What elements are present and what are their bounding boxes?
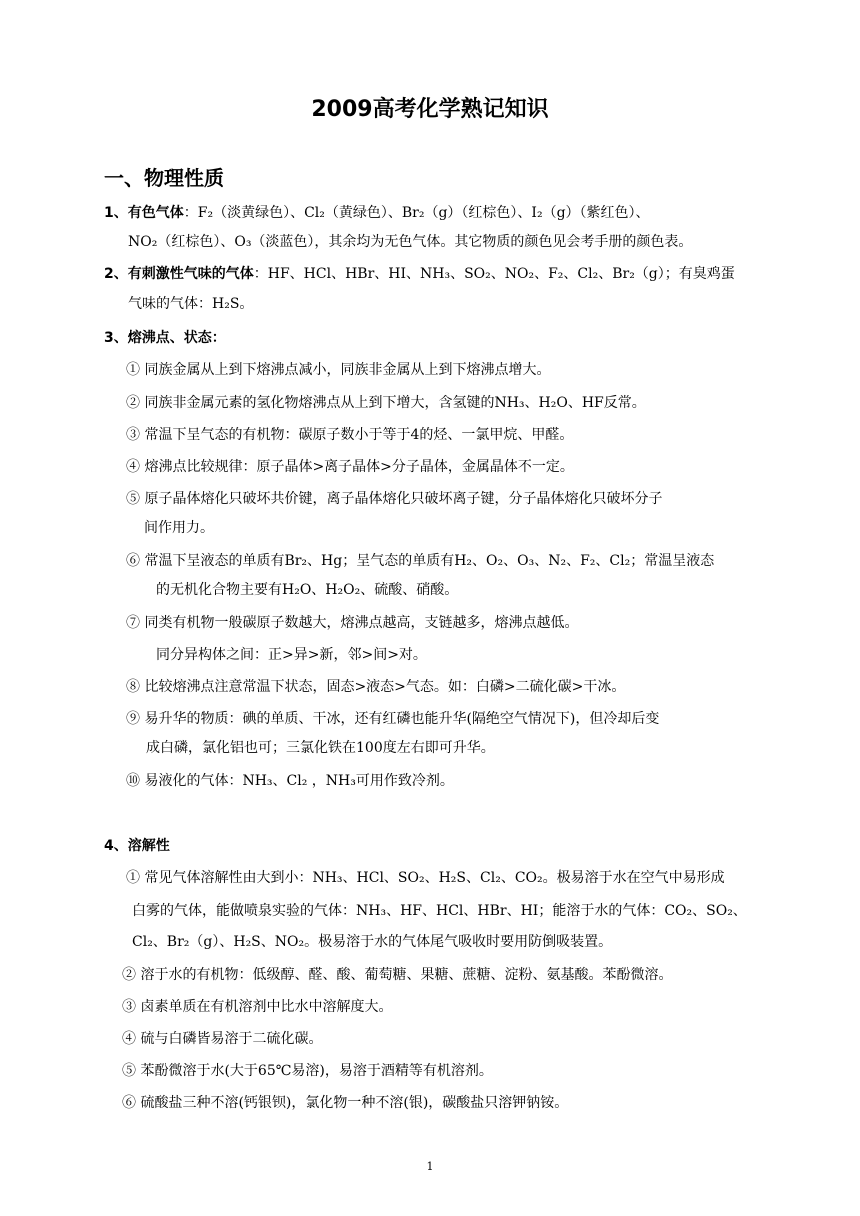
paragraph-2-line-2: 气味的气体：H₂S。 [128, 296, 254, 312]
list-item-continuation: 成白磷，氯化铝也可；三氯化铁在100度左右即可升华。 [146, 740, 495, 756]
paragraph-3-label: 熔沸点、状态 [127, 330, 212, 346]
paragraph-1-line-2: NO₂（红棕色）、O₃（淡蓝色），其余均为无色气体。其它物质的颜色见会考手册的颜色表。 [128, 234, 693, 250]
list-item-continuation: Cl₂、Br₂（g）、H₂S、NO₂。极易溶于水的气体尾气吸收时要用防倒吸装置。 [132, 934, 613, 950]
paragraph-4-heading: 4、溶解性 [104, 838, 170, 854]
list-item-continuation: 间作用力。 [144, 520, 214, 536]
paragraph-2-label: 有刺激性气味的气体 [127, 266, 254, 282]
list-item: ⑦ 同类有机物一般碳原子数越大，熔沸点越高，支链越多，熔沸点越低。 [126, 615, 579, 631]
list-item: ⑤ 苯酚微溶于水(大于65℃易溶)，易溶于酒精等有机溶剂。 [122, 1063, 493, 1079]
document-title: 2009高考化学熟记知识 [311, 97, 549, 122]
page-number: 1 [426, 1160, 434, 1173]
paragraph-3-colon: ： [211, 330, 226, 346]
section-heading-physical-properties: 一、物理性质 [104, 166, 224, 190]
list-item: ③ 常温下呈气态的有机物：碳原子数小于等于4的烃、一氯甲烷、甲醛。 [126, 427, 574, 443]
list-item-continuation: 白雾的气体，能做喷泉实验的气体：NH₃、HF、HCl、HBr、HI；能溶于水的气体：CO₂、SO₂、 [132, 903, 747, 919]
paragraph-1-label: 有色气体 [127, 205, 184, 221]
list-item-continuation: 的无机化合物主要有H₂O、H₂O₂、硫酸、硝酸。 [156, 582, 459, 598]
list-item: ⑧ 比较熔沸点注意常温下状态，固态>液态>气态。如：白磷>二硫化碳>干冰。 [126, 679, 626, 695]
list-item: ⑤ 原子晶体熔化只破坏共价键，离子晶体熔化只破坏离子键，分子晶体熔化只破坏分子 [126, 491, 663, 507]
paragraph-3-heading [104, 328, 226, 348]
list-item: ② 同族非金属元素的氢化物熔沸点从上到下增大，含氢键的NH₃、H₂O、HF反常。 [126, 395, 646, 411]
paragraph-2-number: 2、 [104, 266, 128, 282]
paragraph-2-line-1 [104, 264, 735, 284]
list-item: ④ 熔沸点比较规律：原子晶体>离子晶体>分子晶体，金属晶体不一定。 [126, 459, 574, 475]
list-item: ⑩ 易液化的气体：NH₃、Cl₂ ，NH₃可用作致冷剂。 [126, 773, 454, 789]
paragraph-1-line-1 [104, 203, 650, 223]
paragraph-1-text: ：F₂（淡黄绿色）、Cl₂（黄绿色）、Br₂（g）（红棕色）、I₂（g）（紫红色）、 [183, 205, 650, 221]
list-item: ② 溶于水的有机物：低级醇、醛、酸、葡萄糖、果糖、蔗糖、淀粉、氨基酸。苯酚微溶。 [122, 967, 673, 983]
paragraph-1-number: 1、 [104, 205, 128, 221]
paragraph-3-number: 3、 [104, 330, 128, 346]
list-item: ① 常见气体溶解性由大到小：NH₃、HCl、SO₂、H₂S、Cl₂、CO₂。极易溶于水在空气中易形成 [126, 870, 725, 886]
list-item: ⑨ 易升华的物质：碘的单质、干冰，还有红磷也能升华(隔绝空气情况下)，但冷却后变 [126, 711, 660, 727]
paragraph-2-text: ：HF、HCl、HBr、HI、NH₃、SO₂、NO₂、F₂、Cl₂、Br₂（g）；有臭鸡蛋 [253, 266, 735, 282]
list-item: ⑥ 硫酸盐三种不溶(钙银钡)，氯化物一种不溶(银)，碳酸盐只溶钾钠铵。 [122, 1095, 569, 1111]
list-item: ④ 硫与白磷皆易溶于二硫化碳。 [122, 1031, 323, 1047]
list-item: ① 同族金属从上到下熔沸点减小，同族非金属从上到下熔沸点增大。 [126, 362, 551, 378]
list-item-continuation: 同分异构体之间：正>异>新，邻>间>对。 [156, 647, 427, 663]
list-item: ③ 卤素单质在有机溶剂中比水中溶解度大。 [122, 999, 393, 1015]
list-item: ⑥ 常温下呈液态的单质有Br₂、Hg；呈气态的单质有H₂、O₂、O₃、N₂、F₂、Cl₂；常温呈液态 [126, 553, 715, 569]
